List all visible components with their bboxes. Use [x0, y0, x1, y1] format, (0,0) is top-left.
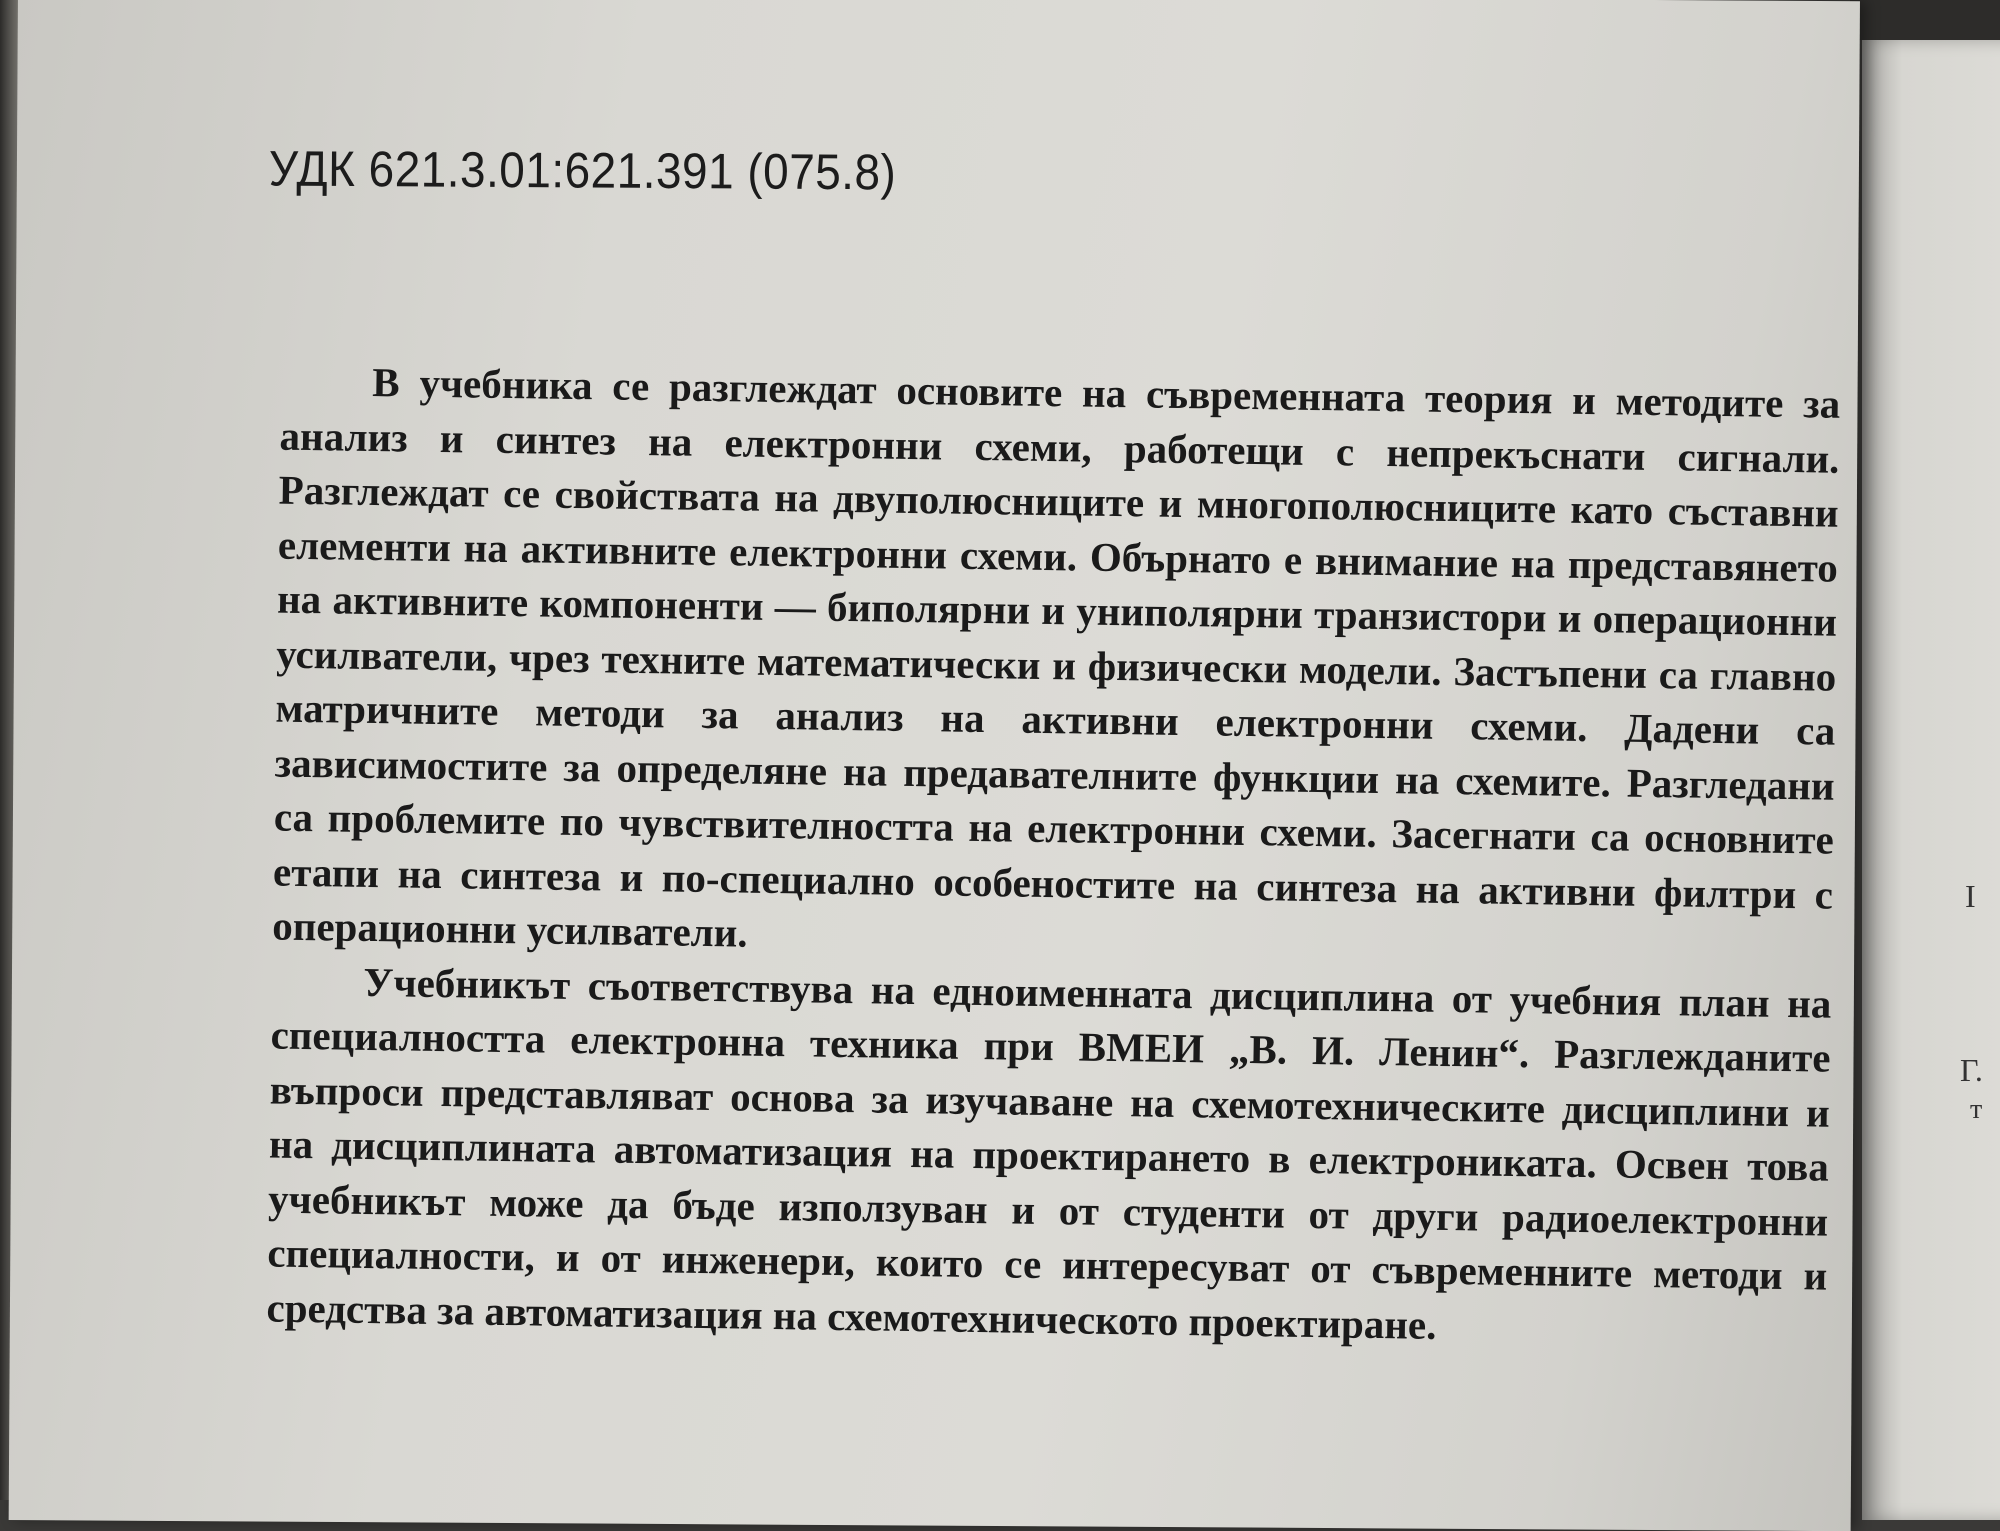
adjacent-page [1862, 40, 2000, 1520]
annotation-text [266, 354, 1840, 1358]
paragraph-2: Учебникът съответствува на едноименната дисциплина от учебния план на специалността електронна техника при ВМЕИ „В. И. Ленин“. Разглежданите въпроси представляват основа за изучаване на схемотехническите дисциплини и на дисциплината автоматизация на проектирането в електрониката. Освен това учебникът може да бъде използуван и от студенти от други радиоелектронни специалности, и от инженери, които се интересуват от съвременните методи и средства за автоматизация на схемотехническото проектиране. [266, 958, 1832, 1348]
udk-classification: УДК 621.3.01:621.391 (075.8) [268, 140, 897, 201]
adjacent-page-fragment-2: Г. [1960, 1052, 1983, 1088]
adjacent-page-fragment-3: т [1970, 1094, 1983, 1125]
adjacent-page-fragment-1: I [1965, 878, 1976, 914]
book-page [9, 0, 1860, 1531]
paragraph-1: В учебника се разглеждат основите на съвременната теория и методите за анализ и синтез на електронни схеми, работещи с непрекъснати сигнали. Разглеждат се свойствата на двуполюсниците и многополюсниците като съставни елементи на активните електронни схеми. Обърнато е внимание на представянето на активните компоненти — биполярни и униполярни транзистори и операционни усилватели, чрез техните математически и физически модели. Застъпени са главно матричните методи за анализ на активни електронни схеми. Дадени са зависимостите за определяне на предавателните функции на схемите. Разгледани са проблемите по чувствителността на електронни схеми. Засегнати са основните етапи на синтеза и по-специално особеностите на синтеза на активни филтри с операционни усилватели. [271, 358, 1841, 956]
background-edge [1850, 0, 2000, 40]
bleed-through-text [268, 197, 283, 251]
